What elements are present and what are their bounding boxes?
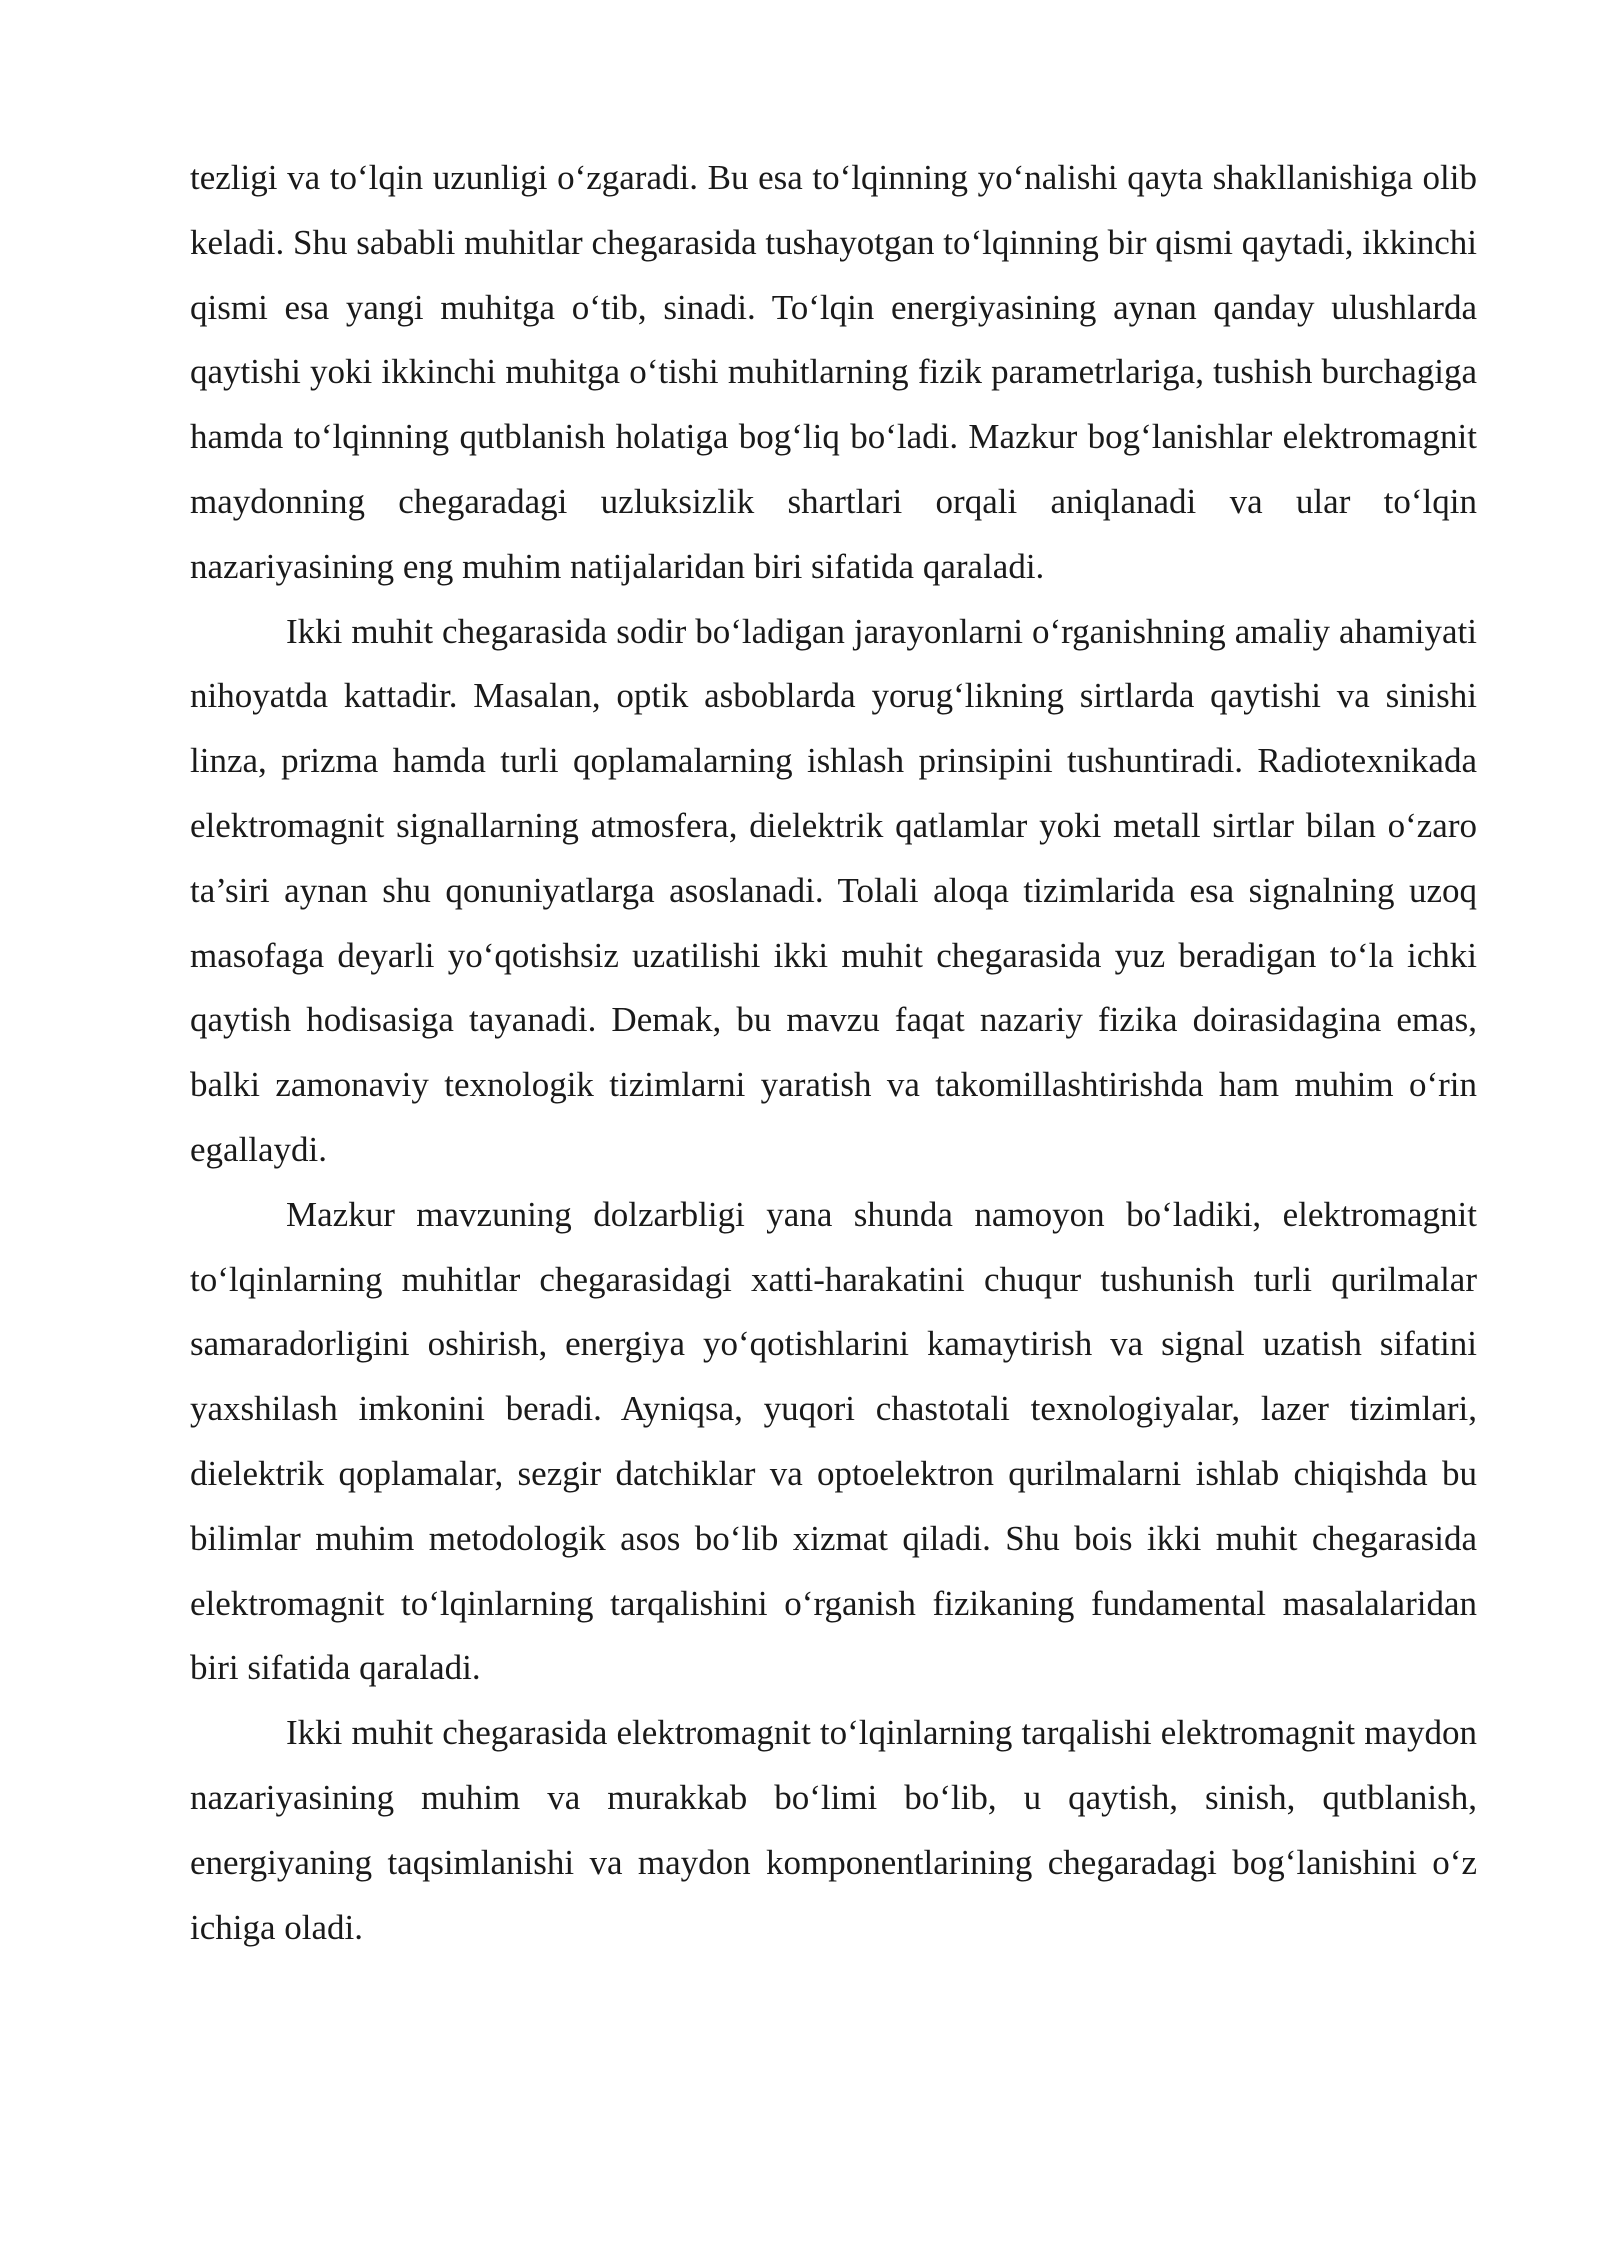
paragraph-3: Mazkur mavzuning dolzarbligi yana shunda namoyon bo‘ladiki, elektromagnit to‘lqinlarning muhitlar chegarasidagi xatti-harakatini chuqur tushunish turli qurilmalar samaradorligini oshirish, energiya yo‘qotishlarini kamaytirish va signal uzatish sifatini yaxshilash imkonini beradi. Ayniqsa, yuqori chastotali texnologiyalar, lazer tizimlari, dielektrik qoplamalar, sezgir datchiklar va optoelektron qurilmalarni ishlab chiqishda bu bilimlar muhim metodologik asos bo‘lib xizmat qiladi. Shu bois ikki muhit chegarasida elektromagnit to‘lqinlarning tarqalishini o‘rganish fizikaning fundamental masalalaridan biri sifatida qaraladi.	[190, 1194, 1477, 1688]
paragraph-4: Ikki muhit chegarasida elektromagnit to‘lqinlarning tarqalishi elektromagnit maydon nazariyasining muhim va murakkab bo‘limi bo‘lib, u qaytish, sinish, qutblanish, energiyaning taqsimlanishi va maydon komponentlarining chegaradagi bog‘lanishini o‘z ichiga oladi.	[190, 1713, 1477, 1947]
paragraph-2: Ikki muhit chegarasida sodir bo‘ladigan jarayonlarni o‘rganishning amaliy ahamiyati nihoyatda kattadir. Masalan, optik asboblarda yorug‘likning sirtlarda qaytishi va sinishi linza, prizma hamda turli qoplamalarning ishlash prinsipini tushuntiradi. Radiotexnikada elektromagnit signallarning atmosfera, dielektrik qatlamlar yoki metall sirtlar bilan o‘zaro ta’siri aynan shu qonuniyatlarga asoslanadi. Tolali aloqa tizimlarida esa signalning uzoq masofaga deyarli yo‘qotishsiz uzatilishi ikki muhit chegarasida yuz beradigan to‘la ichki qaytish hodisasiga tayanadi. Demak, bu mavzu faqat nazariy fizika doirasidagina emas, balki zamonaviy texnologik tizimlarni yaratish va takomillashtirishda ham muhim o‘rin egallaydi.	[190, 611, 1477, 1169]
document-body	[190, 146, 1477, 1960]
paragraph-1: tezligi va to‘lqin uzunligi o‘zgaradi. Bu esa to‘lqinning yo‘nalishi qayta shakllanishiga olib keladi. Shu sababli muhitlar chegarasida tushayotgan to‘lqinning bir qismi qaytadi, ikkinchi qismi esa yangi muhitga o‘tib, sinadi. To‘lqin energiyasining aynan qanday ulushlarda qaytishi yoki ikkinchi muhitga o‘tishi muhitlarning fizik parametrlariga, tushish burchagiga hamda to‘lqinning qutblanish holatiga bog‘liq bo‘ladi. Mazkur bog‘lanishlar elektromagnit maydonning chegaradagi uzluksizlik shartlari orqali aniqlanadi va ular to‘lqin nazariyasining eng muhim natijalaridan biri sifatida qaraladi.	[190, 158, 1477, 586]
